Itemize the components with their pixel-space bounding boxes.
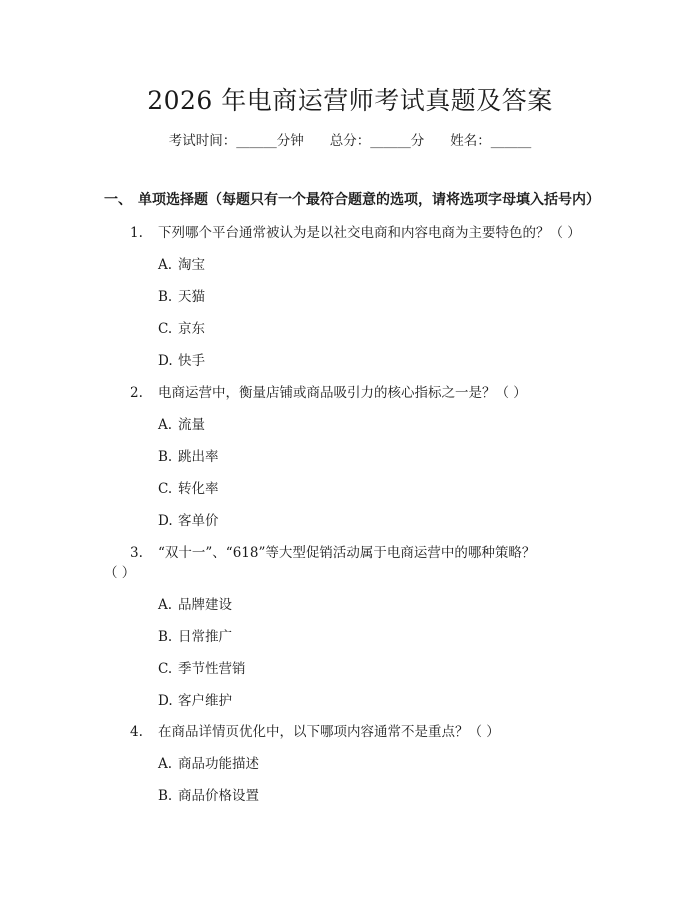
option-text: 商品价格设置 bbox=[178, 788, 259, 804]
option-text: 淘宝 bbox=[178, 257, 205, 273]
option-text: 天猫 bbox=[178, 289, 205, 305]
option-2b bbox=[158, 447, 219, 467]
option-3a bbox=[158, 595, 232, 615]
option-letter: A. bbox=[158, 597, 173, 613]
option-letter: C. bbox=[158, 661, 173, 677]
question-4 bbox=[130, 722, 500, 742]
option-1a bbox=[158, 255, 205, 275]
question-number: 3. bbox=[130, 545, 143, 561]
option-letter: A. bbox=[158, 756, 173, 772]
question-number: 1. bbox=[130, 225, 143, 241]
exam-time-field: 考试时间：______分钟 bbox=[168, 133, 304, 149]
option-2a bbox=[158, 415, 205, 435]
option-letter: A. bbox=[158, 257, 173, 273]
option-letter: B. bbox=[158, 788, 173, 804]
option-text: 品牌建设 bbox=[178, 597, 232, 613]
option-text: 客单价 bbox=[178, 513, 219, 529]
option-letter: B. bbox=[158, 629, 173, 645]
option-2c bbox=[158, 479, 219, 499]
option-letter: B. bbox=[158, 289, 173, 305]
question-number: 2. bbox=[130, 385, 143, 401]
question-3 bbox=[130, 543, 535, 563]
option-text: 快手 bbox=[178, 353, 205, 369]
option-1d bbox=[158, 351, 205, 371]
option-text: 商品功能描述 bbox=[178, 756, 259, 772]
option-3b bbox=[158, 627, 232, 647]
option-letter: D. bbox=[158, 693, 173, 709]
option-text: 跳出率 bbox=[178, 449, 219, 465]
student-name-field: 姓名：______ bbox=[450, 133, 532, 149]
option-1c bbox=[158, 319, 205, 339]
option-letter: D. bbox=[158, 353, 173, 369]
exam-info-line bbox=[0, 131, 700, 151]
option-2d bbox=[158, 511, 219, 531]
option-text: 流量 bbox=[178, 417, 205, 433]
option-4a bbox=[158, 754, 259, 774]
page-title: 2026 年电商运营师考试真题及答案 bbox=[147, 86, 553, 115]
section-number: 一、 bbox=[104, 192, 132, 208]
option-letter: C. bbox=[158, 481, 173, 497]
option-4b bbox=[158, 786, 259, 806]
option-text: 京东 bbox=[178, 321, 205, 337]
option-text: 客户维护 bbox=[178, 693, 232, 709]
question-3-continuation: （ ） bbox=[104, 565, 136, 581]
section-title: 单项选择题（每题只有一个最符合题意的选项，请将选项字母填入括号内） bbox=[138, 192, 600, 208]
question-1 bbox=[130, 223, 581, 243]
total-score-field: 总分：______分 bbox=[329, 133, 425, 149]
option-letter: B. bbox=[158, 449, 173, 465]
section-heading bbox=[104, 190, 600, 210]
option-1b bbox=[158, 287, 205, 307]
option-text: 季节性营销 bbox=[178, 661, 246, 677]
option-text: 转化率 bbox=[178, 481, 219, 497]
question-2 bbox=[130, 383, 527, 403]
question-text: 电商运营中，衡量店铺或商品吸引力的核心指标之一是？（ ） bbox=[158, 385, 527, 401]
option-3c bbox=[158, 659, 246, 679]
option-letter: D. bbox=[158, 513, 173, 529]
question-text: 在商品详情页优化中，以下哪项内容通常不是重点？（ ） bbox=[158, 724, 500, 740]
option-letter: C. bbox=[158, 321, 173, 337]
question-text: “双十一”、“618”等大型促销活动属于电商运营中的哪种策略？ bbox=[158, 545, 536, 561]
option-3d bbox=[158, 691, 232, 711]
option-letter: A. bbox=[158, 417, 173, 433]
question-number: 4. bbox=[130, 724, 143, 740]
option-text: 日常推广 bbox=[178, 629, 232, 645]
question-text: 下列哪个平台通常被认为是以社交电商和内容电商为主要特色的？（ ） bbox=[158, 225, 581, 241]
